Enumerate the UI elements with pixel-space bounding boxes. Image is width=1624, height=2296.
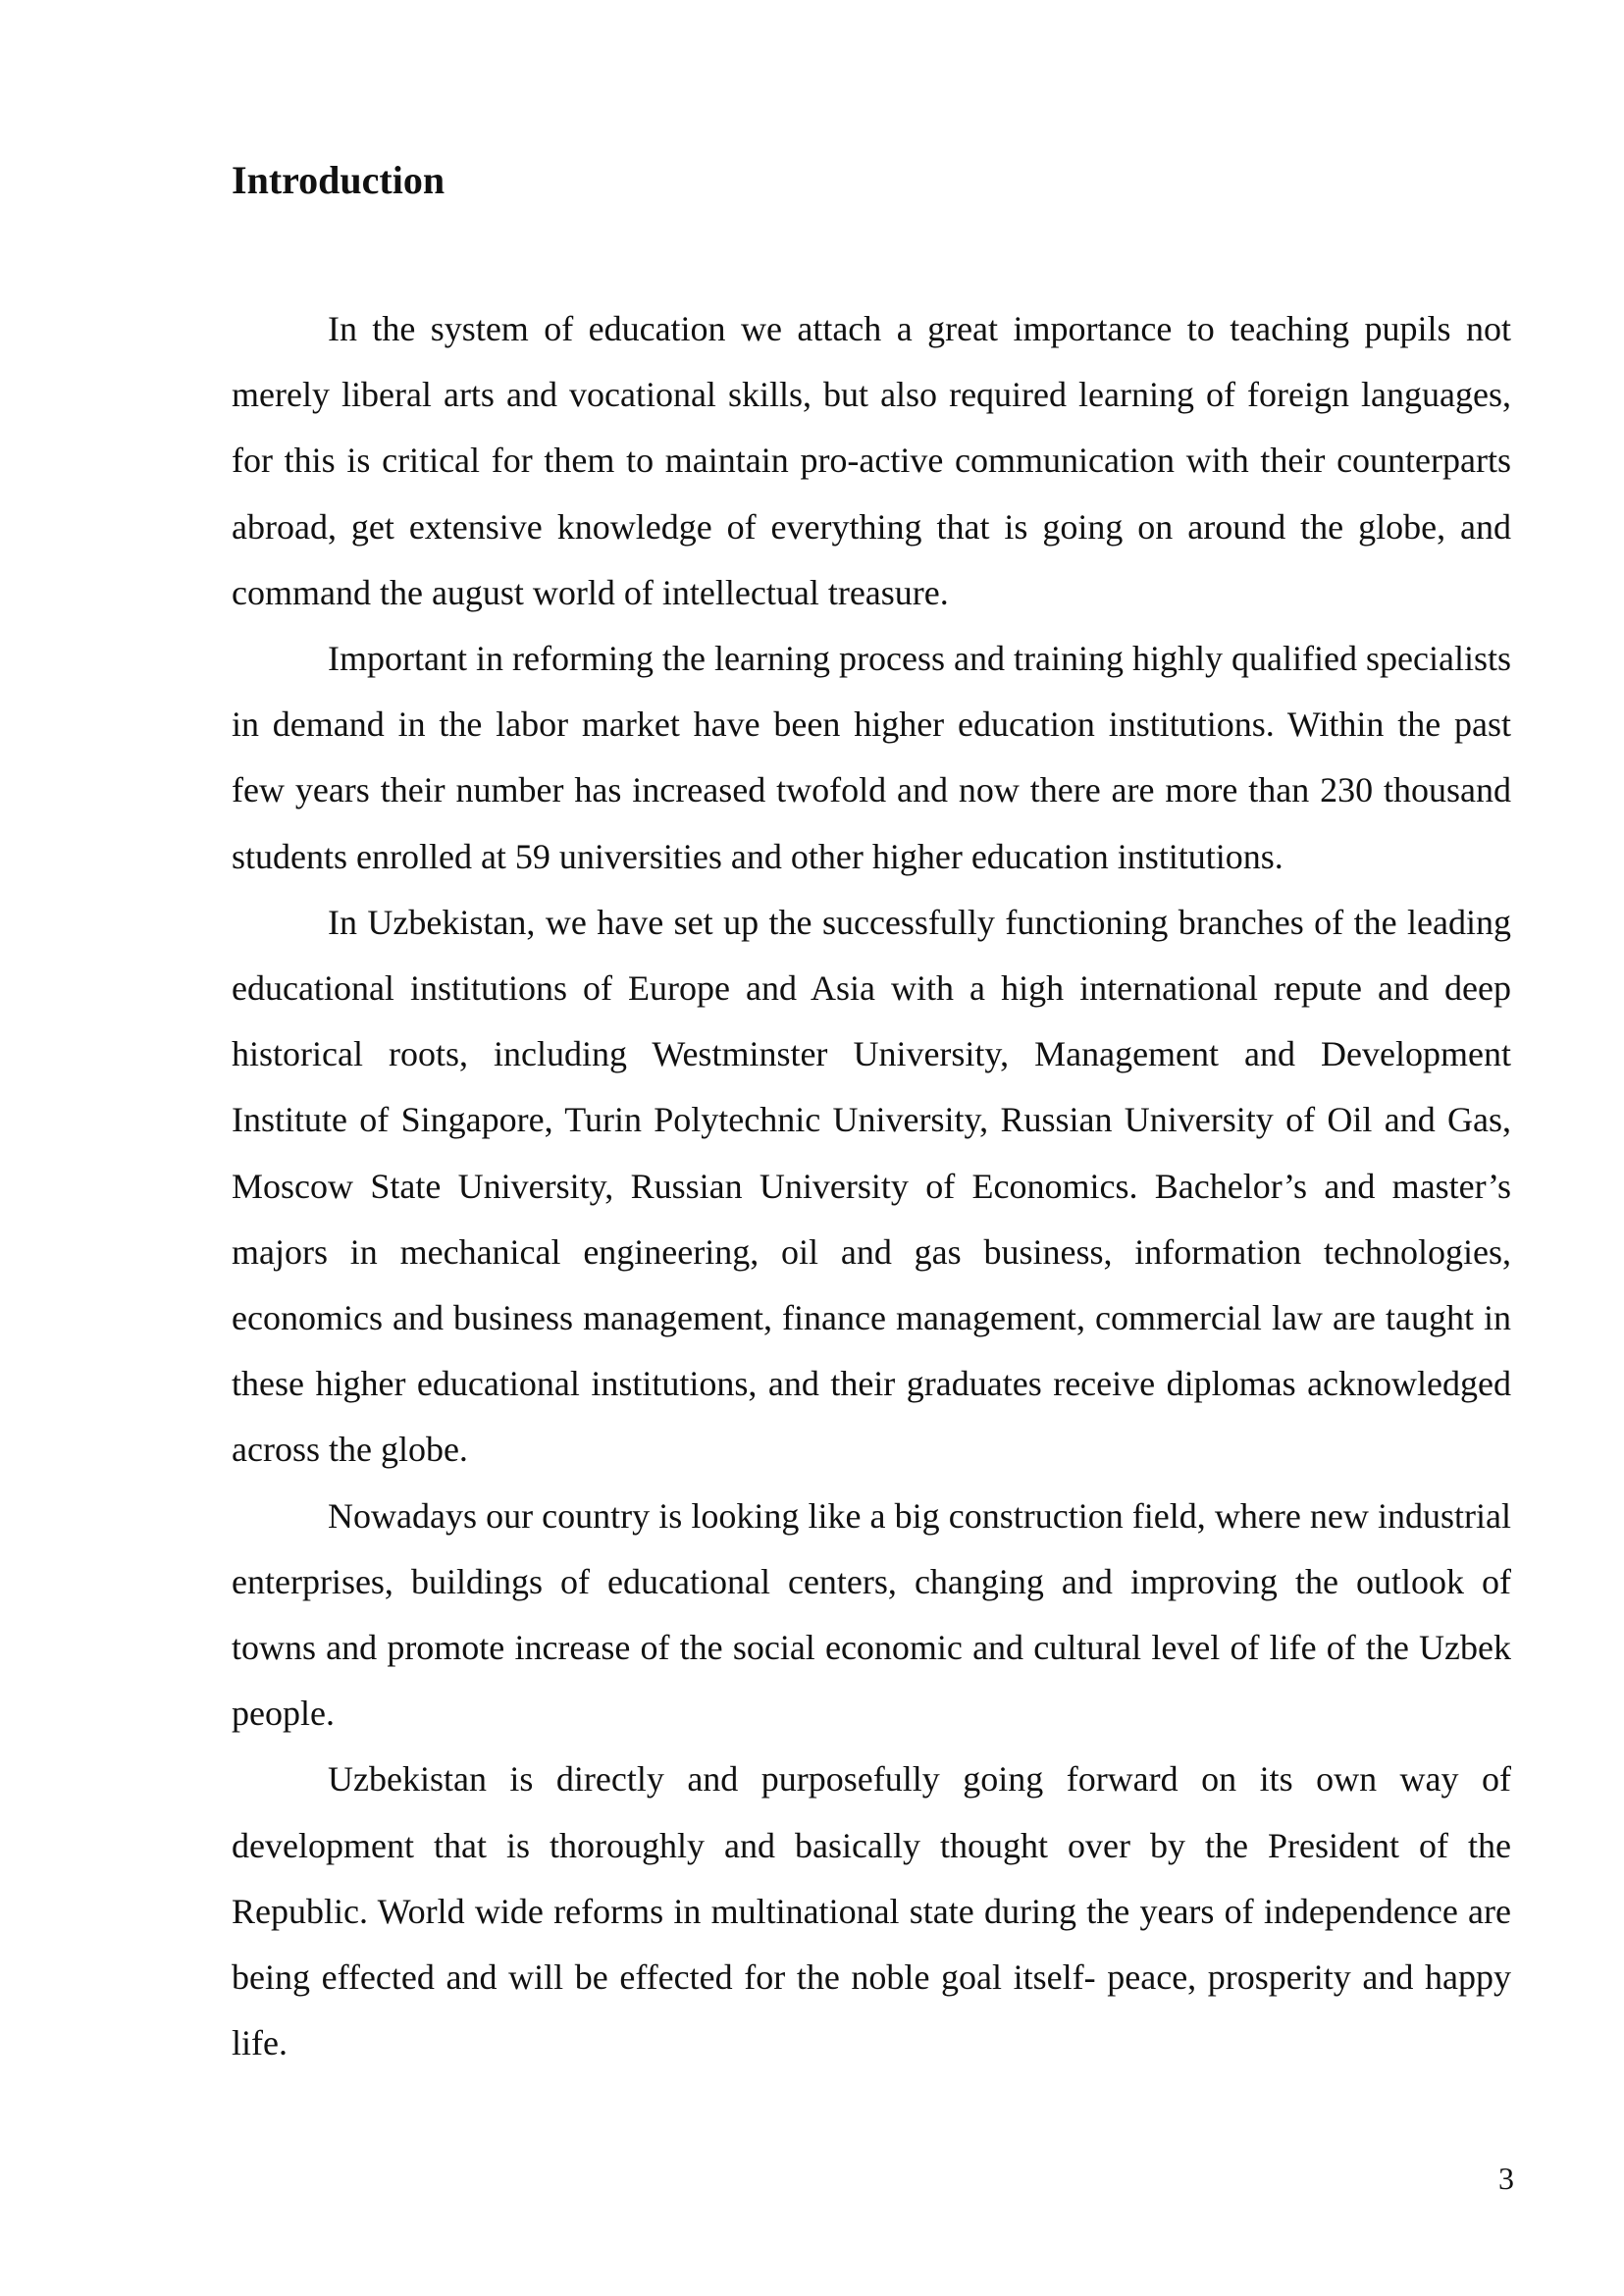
paragraph: Nowadays our country is looking like a big construction field, where new industrial enterprises, buildings of educational centers, changing and improving the outlook of towns and promote increase of the social economic and cultural level of life of the Uzbek people. xyxy=(232,1495,1511,1734)
page-number: 3 xyxy=(1498,2161,1514,2196)
paragraph: Uzbekistan is directly and purposefully going forward on its own way of development that is thoroughly and basically thought over by the President of the Republic. World wide reforms in multinational state during the years of independence are being effected and will be effected for the noble goal itself- peace, prosperity and happy life. xyxy=(232,1759,1511,2063)
body-text xyxy=(232,296,1511,2076)
paragraph: Important in reforming the learning process and training highly qualified specialists in demand in the labor market have been higher education institutions. Within the past few years their number has increased twofold and now there are more than 230 thousand students enrolled at 59 universities and other higher education institutions. xyxy=(232,639,1511,876)
section-heading: Introduction xyxy=(232,158,445,202)
paragraph: In Uzbekistan, we have set up the successfully functioning branches of the leading educational institutions of Europe and Asia with a high international repute and deep historical roots, including Westminster University, Management and Development Institute of Singapore, Turin Polytechnic University, Russian University of Oil and Gas, Moscow State University, Russian University of Economics. Bachelor’s and master’s majors in mechanical engineering, oil and gas business, information technologies, economics and business management, finance management, commercial law are taught in these higher educational institutions, and their graduates receive diplomas acknowledged across the globe. xyxy=(232,902,1511,1470)
paragraph: In the system of education we attach a great importance to teaching pupils not merely liberal arts and vocational skills, but also required learning of foreign languages, for this is critical for them to maintain pro-active communication with their counterparts abroad, get extensive knowledge of everything that is going on around the globe, and command the august world of intellectual treasure. xyxy=(232,309,1511,612)
